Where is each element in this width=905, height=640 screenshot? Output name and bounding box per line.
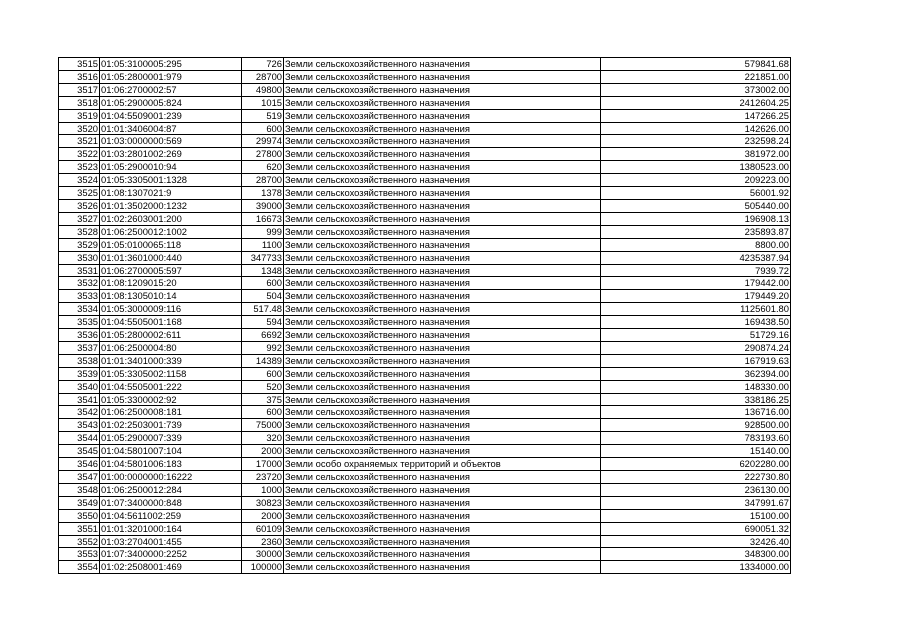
cadastral-value-cell: 347991.67 bbox=[601, 496, 791, 509]
cadastral-number-cell: 01:06:2500008:181 bbox=[100, 406, 242, 419]
table-row bbox=[59, 122, 791, 135]
cadastral-number-cell: 01:01:3406004:87 bbox=[100, 122, 242, 135]
cadastral-value-cell: 690051.32 bbox=[601, 522, 791, 535]
table-row bbox=[59, 187, 791, 200]
area-cell: 1015 bbox=[242, 96, 284, 109]
row-number-cell: 3521 bbox=[59, 135, 100, 148]
row-number-cell: 3528 bbox=[59, 225, 100, 238]
area-cell: 2360 bbox=[242, 535, 284, 548]
cadastral-number-cell: 01:05:2900010:94 bbox=[100, 161, 242, 174]
cadastral-value-cell: 235893.87 bbox=[601, 225, 791, 238]
area-cell: 39000 bbox=[242, 199, 284, 212]
cadastral-value-cell: 15100.00 bbox=[601, 509, 791, 522]
cadastral-number-cell: 01:05:2800001:979 bbox=[100, 70, 242, 83]
table-row bbox=[59, 509, 791, 522]
table-row bbox=[59, 264, 791, 277]
land-category-cell: Земли особо охраняемых территорий и объектов bbox=[284, 458, 601, 471]
table-row bbox=[59, 316, 791, 329]
cadastral-number-cell: 01:06:2500012:1002 bbox=[100, 225, 242, 238]
land-category-cell: Земли сельскохозяйственного назначения bbox=[284, 58, 601, 71]
row-number-cell: 3545 bbox=[59, 445, 100, 458]
row-number-cell: 3533 bbox=[59, 290, 100, 303]
row-number-cell: 3548 bbox=[59, 483, 100, 496]
row-number-cell: 3522 bbox=[59, 148, 100, 161]
table-row bbox=[59, 496, 791, 509]
row-number-cell: 3553 bbox=[59, 548, 100, 561]
cadastral-number-cell: 01:04:5505001:168 bbox=[100, 316, 242, 329]
cadastral-value-cell: 56001.92 bbox=[601, 187, 791, 200]
cadastral-value-cell: 783193.60 bbox=[601, 432, 791, 445]
area-cell: 620 bbox=[242, 161, 284, 174]
cadastral-value-cell: 373002.00 bbox=[601, 83, 791, 96]
cadastral-value-cell: 4235387.94 bbox=[601, 251, 791, 264]
cadastral-value-cell: 928500.00 bbox=[601, 419, 791, 432]
cadastral-value-cell: 32426.40 bbox=[601, 535, 791, 548]
table-row bbox=[59, 393, 791, 406]
row-number-cell: 3539 bbox=[59, 367, 100, 380]
table-row bbox=[59, 303, 791, 316]
table-row bbox=[59, 548, 791, 561]
table-row bbox=[59, 483, 791, 496]
row-number-cell: 3550 bbox=[59, 509, 100, 522]
cadastral-value-cell: 1334000.00 bbox=[601, 561, 791, 574]
cadastral-number-cell: 01:07:3400000:848 bbox=[100, 496, 242, 509]
land-category-cell: Земли сельскохозяйственного назначения bbox=[284, 406, 601, 419]
area-cell: 1378 bbox=[242, 187, 284, 200]
table-row bbox=[59, 290, 791, 303]
cadastral-value-cell: 51729.16 bbox=[601, 329, 791, 342]
row-number-cell: 3554 bbox=[59, 561, 100, 574]
cadastral-number-cell: 01:05:0100065:118 bbox=[100, 238, 242, 251]
table-row bbox=[59, 522, 791, 535]
area-cell: 1100 bbox=[242, 238, 284, 251]
land-category-cell: Земли сельскохозяйственного назначения bbox=[284, 199, 601, 212]
cadastral-number-cell: 01:05:3100005:295 bbox=[100, 58, 242, 71]
land-category-cell: Земли сельскохозяйственного назначения bbox=[284, 445, 601, 458]
row-number-cell: 3541 bbox=[59, 393, 100, 406]
area-cell: 75000 bbox=[242, 419, 284, 432]
cadastral-number-cell: 01:04:5801006:183 bbox=[100, 458, 242, 471]
area-cell: 347733 bbox=[242, 251, 284, 264]
row-number-cell: 3532 bbox=[59, 277, 100, 290]
cadastral-value-cell: 147266.25 bbox=[601, 109, 791, 122]
row-number-cell: 3549 bbox=[59, 496, 100, 509]
row-number-cell: 3526 bbox=[59, 199, 100, 212]
table-row bbox=[59, 380, 791, 393]
land-category-cell: Земли сельскохозяйственного назначения bbox=[284, 135, 601, 148]
row-number-cell: 3520 bbox=[59, 122, 100, 135]
cadastral-number-cell: 01:01:3201000:164 bbox=[100, 522, 242, 535]
land-category-cell: Земли сельскохозяйственного назначения bbox=[284, 432, 601, 445]
area-cell: 60109 bbox=[242, 522, 284, 535]
table-row bbox=[59, 251, 791, 264]
cadastral-value-cell: 232598.24 bbox=[601, 135, 791, 148]
cadastral-value-cell: 142626.00 bbox=[601, 122, 791, 135]
row-number-cell: 3515 bbox=[59, 58, 100, 71]
cadastral-number-cell: 01:07:3400000:2252 bbox=[100, 548, 242, 561]
row-number-cell: 3516 bbox=[59, 70, 100, 83]
cadastral-value-cell: 167919.63 bbox=[601, 354, 791, 367]
cadastral-number-cell: 01:06:2700005:597 bbox=[100, 264, 242, 277]
land-category-cell: Земли сельскохозяйственного назначения bbox=[284, 83, 601, 96]
cadastral-value-cell: 221851.00 bbox=[601, 70, 791, 83]
row-number-cell: 3538 bbox=[59, 354, 100, 367]
cadastral-number-cell: 01:05:2800002:611 bbox=[100, 329, 242, 342]
cadastral-value-cell: 348300.00 bbox=[601, 548, 791, 561]
cadastral-number-cell: 01:04:5801007:104 bbox=[100, 445, 242, 458]
cadastral-value-cell: 290874.24 bbox=[601, 341, 791, 354]
land-category-cell: Земли сельскохозяйственного назначения bbox=[284, 561, 601, 574]
table-row bbox=[59, 354, 791, 367]
cadastral-value-cell: 6202280.00 bbox=[601, 458, 791, 471]
land-category-cell: Земли сельскохозяйственного назначения bbox=[284, 380, 601, 393]
land-category-cell: Земли сельскохозяйственного назначения bbox=[284, 303, 601, 316]
row-number-cell: 3519 bbox=[59, 109, 100, 122]
cadastral-number-cell: 01:02:2603001:200 bbox=[100, 212, 242, 225]
area-cell: 1000 bbox=[242, 483, 284, 496]
land-category-cell: Земли сельскохозяйственного назначения bbox=[284, 161, 601, 174]
land-category-cell: Земли сельскохозяйственного назначения bbox=[284, 251, 601, 264]
cadastral-number-cell: 01:05:3000009:116 bbox=[100, 303, 242, 316]
row-number-cell: 3536 bbox=[59, 329, 100, 342]
cadastral-number-cell: 01:05:3305002:1158 bbox=[100, 367, 242, 380]
cadastral-value-cell: 169438.50 bbox=[601, 316, 791, 329]
cadastral-number-cell: 01:00:0000000:16222 bbox=[100, 471, 242, 484]
row-number-cell: 3534 bbox=[59, 303, 100, 316]
row-number-cell: 3518 bbox=[59, 96, 100, 109]
row-number-cell: 3540 bbox=[59, 380, 100, 393]
area-cell: 726 bbox=[242, 58, 284, 71]
land-category-cell: Земли сельскохозяйственного назначения bbox=[284, 522, 601, 535]
table-row bbox=[59, 148, 791, 161]
row-number-cell: 3530 bbox=[59, 251, 100, 264]
cadastral-value-cell: 15140.00 bbox=[601, 445, 791, 458]
area-cell: 600 bbox=[242, 367, 284, 380]
cadastral-value-cell: 1380523.00 bbox=[601, 161, 791, 174]
cadastral-value-cell: 209223.00 bbox=[601, 174, 791, 187]
area-cell: 999 bbox=[242, 225, 284, 238]
area-cell: 520 bbox=[242, 380, 284, 393]
area-cell: 1348 bbox=[242, 264, 284, 277]
cadastral-number-cell: 01:08:1209015:20 bbox=[100, 277, 242, 290]
table-row bbox=[59, 161, 791, 174]
row-number-cell: 3551 bbox=[59, 522, 100, 535]
cadastral-value-cell: 381972.00 bbox=[601, 148, 791, 161]
area-cell: 30000 bbox=[242, 548, 284, 561]
land-category-cell: Земли сельскохозяйственного назначения bbox=[284, 393, 601, 406]
row-number-cell: 3529 bbox=[59, 238, 100, 251]
row-number-cell: 3517 bbox=[59, 83, 100, 96]
land-category-cell: Земли сельскохозяйственного назначения bbox=[284, 329, 601, 342]
table-row bbox=[59, 341, 791, 354]
table-row bbox=[59, 70, 791, 83]
cadastral-number-cell: 01:02:2503001:739 bbox=[100, 419, 242, 432]
cadastral-number-cell: 01:06:2500004:80 bbox=[100, 341, 242, 354]
land-category-cell: Земли сельскохозяйственного назначения bbox=[284, 212, 601, 225]
row-number-cell: 3525 bbox=[59, 187, 100, 200]
table-row bbox=[59, 58, 791, 71]
table-row bbox=[59, 277, 791, 290]
land-category-cell: Земли сельскохозяйственного назначения bbox=[284, 148, 601, 161]
row-number-cell: 3546 bbox=[59, 458, 100, 471]
land-category-cell: Земли сельскохозяйственного назначения bbox=[284, 225, 601, 238]
cadastral-number-cell: 01:02:2508001:469 bbox=[100, 561, 242, 574]
area-cell: 17000 bbox=[242, 458, 284, 471]
area-cell: 375 bbox=[242, 393, 284, 406]
area-cell: 49800 bbox=[242, 83, 284, 96]
row-number-cell: 3524 bbox=[59, 174, 100, 187]
table-row bbox=[59, 109, 791, 122]
row-number-cell: 3542 bbox=[59, 406, 100, 419]
land-category-cell: Земли сельскохозяйственного назначения bbox=[284, 264, 601, 277]
land-category-cell: Земли сельскохозяйственного назначения bbox=[284, 238, 601, 251]
area-cell: 16673 bbox=[242, 212, 284, 225]
land-category-cell: Земли сельскохозяйственного назначения bbox=[284, 496, 601, 509]
table-row bbox=[59, 174, 791, 187]
table-row bbox=[59, 445, 791, 458]
table-row bbox=[59, 458, 791, 471]
table-row bbox=[59, 238, 791, 251]
cadastral-value-cell: 7939.72 bbox=[601, 264, 791, 277]
land-category-cell: Земли сельскохозяйственного назначения bbox=[284, 367, 601, 380]
area-cell: 600 bbox=[242, 406, 284, 419]
cadastral-value-cell: 222730.80 bbox=[601, 471, 791, 484]
table-row bbox=[59, 561, 791, 574]
area-cell: 28700 bbox=[242, 174, 284, 187]
cadastral-number-cell: 01:01:3401000:339 bbox=[100, 354, 242, 367]
cadastral-number-cell: 01:04:5611002:259 bbox=[100, 509, 242, 522]
row-number-cell: 3547 bbox=[59, 471, 100, 484]
area-cell: 519 bbox=[242, 109, 284, 122]
cadastral-number-cell: 01:03:0000000:569 bbox=[100, 135, 242, 148]
row-number-cell: 3531 bbox=[59, 264, 100, 277]
cadastral-value-cell: 236130.00 bbox=[601, 483, 791, 496]
table-row bbox=[59, 135, 791, 148]
cadastral-number-cell: 01:08:1307021:9 bbox=[100, 187, 242, 200]
cadastral-number-cell: 01:05:2900005:824 bbox=[100, 96, 242, 109]
cadastral-number-cell: 01:04:5505001:222 bbox=[100, 380, 242, 393]
row-number-cell: 3552 bbox=[59, 535, 100, 548]
cadastral-value-cell: 179442.00 bbox=[601, 277, 791, 290]
cadastral-number-cell: 01:06:2700002:57 bbox=[100, 83, 242, 96]
land-category-cell: Земли сельскохозяйственного назначения bbox=[284, 174, 601, 187]
land-category-cell: Земли сельскохозяйственного назначения bbox=[284, 70, 601, 83]
area-cell: 2000 bbox=[242, 509, 284, 522]
cadastral-value-cell: 505440.00 bbox=[601, 199, 791, 212]
table-row bbox=[59, 225, 791, 238]
table-row bbox=[59, 367, 791, 380]
table-row bbox=[59, 535, 791, 548]
area-cell: 2000 bbox=[242, 445, 284, 458]
area-cell: 600 bbox=[242, 277, 284, 290]
land-category-cell: Земли сельскохозяйственного назначения bbox=[284, 548, 601, 561]
land-category-cell: Земли сельскохозяйственного назначения bbox=[284, 96, 601, 109]
row-number-cell: 3535 bbox=[59, 316, 100, 329]
table-row bbox=[59, 199, 791, 212]
row-number-cell: 3523 bbox=[59, 161, 100, 174]
area-cell: 594 bbox=[242, 316, 284, 329]
cadastral-value-cell: 136716.00 bbox=[601, 406, 791, 419]
land-plots-table bbox=[58, 57, 791, 574]
table-row bbox=[59, 471, 791, 484]
table-row bbox=[59, 406, 791, 419]
table-body bbox=[59, 58, 791, 574]
row-number-cell: 3544 bbox=[59, 432, 100, 445]
cadastral-value-cell: 2412604.25 bbox=[601, 96, 791, 109]
cadastral-number-cell: 01:05:2900007:339 bbox=[100, 432, 242, 445]
area-cell: 504 bbox=[242, 290, 284, 303]
area-cell: 23720 bbox=[242, 471, 284, 484]
area-cell: 27800 bbox=[242, 148, 284, 161]
land-category-cell: Земли сельскохозяйственного назначения bbox=[284, 419, 601, 432]
area-cell: 28700 bbox=[242, 70, 284, 83]
row-number-cell: 3543 bbox=[59, 419, 100, 432]
area-cell: 320 bbox=[242, 432, 284, 445]
area-cell: 14389 bbox=[242, 354, 284, 367]
area-cell: 6692 bbox=[242, 329, 284, 342]
cadastral-value-cell: 362394.00 bbox=[601, 367, 791, 380]
cadastral-value-cell: 1125601.80 bbox=[601, 303, 791, 316]
land-category-cell: Земли сельскохозяйственного назначения bbox=[284, 290, 601, 303]
land-category-cell: Земли сельскохозяйственного назначения bbox=[284, 341, 601, 354]
cadastral-number-cell: 01:05:3305001:1328 bbox=[100, 174, 242, 187]
area-cell: 600 bbox=[242, 122, 284, 135]
cadastral-value-cell: 179449.20 bbox=[601, 290, 791, 303]
cadastral-number-cell: 01:03:2704001:455 bbox=[100, 535, 242, 548]
row-number-cell: 3537 bbox=[59, 341, 100, 354]
cadastral-value-cell: 196908.13 bbox=[601, 212, 791, 225]
land-category-cell: Земли сельскохозяйственного назначения bbox=[284, 509, 601, 522]
area-cell: 992 bbox=[242, 341, 284, 354]
area-cell: 30823 bbox=[242, 496, 284, 509]
table-row bbox=[59, 212, 791, 225]
cadastral-number-cell: 01:01:3502000:1232 bbox=[100, 199, 242, 212]
cadastral-value-cell: 8800.00 bbox=[601, 238, 791, 251]
row-number-cell: 3527 bbox=[59, 212, 100, 225]
table-row bbox=[59, 432, 791, 445]
land-category-cell: Земли сельскохозяйственного назначения bbox=[284, 483, 601, 496]
cadastral-number-cell: 01:06:2500012:284 bbox=[100, 483, 242, 496]
cadastral-number-cell: 01:03:2801002:269 bbox=[100, 148, 242, 161]
cadastral-number-cell: 01:08:1305010:14 bbox=[100, 290, 242, 303]
land-category-cell: Земли сельскохозяйственного назначения bbox=[284, 535, 601, 548]
cadastral-value-cell: 338186.25 bbox=[601, 393, 791, 406]
area-cell: 100000 bbox=[242, 561, 284, 574]
area-cell: 29974 bbox=[242, 135, 284, 148]
land-category-cell: Земли сельскохозяйственного назначения bbox=[284, 354, 601, 367]
table-row bbox=[59, 329, 791, 342]
table-row bbox=[59, 96, 791, 109]
land-category-cell: Земли сельскохозяйственного назначения bbox=[284, 277, 601, 290]
area-cell: 517.48 bbox=[242, 303, 284, 316]
land-category-cell: Земли сельскохозяйственного назначения bbox=[284, 316, 601, 329]
cadastral-value-cell: 148330.00 bbox=[601, 380, 791, 393]
cadastral-number-cell: 01:01:3601000:440 bbox=[100, 251, 242, 264]
land-category-cell: Земли сельскохозяйственного назначения bbox=[284, 471, 601, 484]
cadastral-number-cell: 01:05:3300002:92 bbox=[100, 393, 242, 406]
cadastral-value-cell: 579841.68 bbox=[601, 58, 791, 71]
land-category-cell: Земли сельскохозяйственного назначения bbox=[284, 122, 601, 135]
table-row bbox=[59, 83, 791, 96]
land-category-cell: Земли сельскохозяйственного назначения bbox=[284, 109, 601, 122]
table-row bbox=[59, 419, 791, 432]
land-category-cell: Земли сельскохозяйственного назначения bbox=[284, 187, 601, 200]
cadastral-number-cell: 01:04:5509001:239 bbox=[100, 109, 242, 122]
